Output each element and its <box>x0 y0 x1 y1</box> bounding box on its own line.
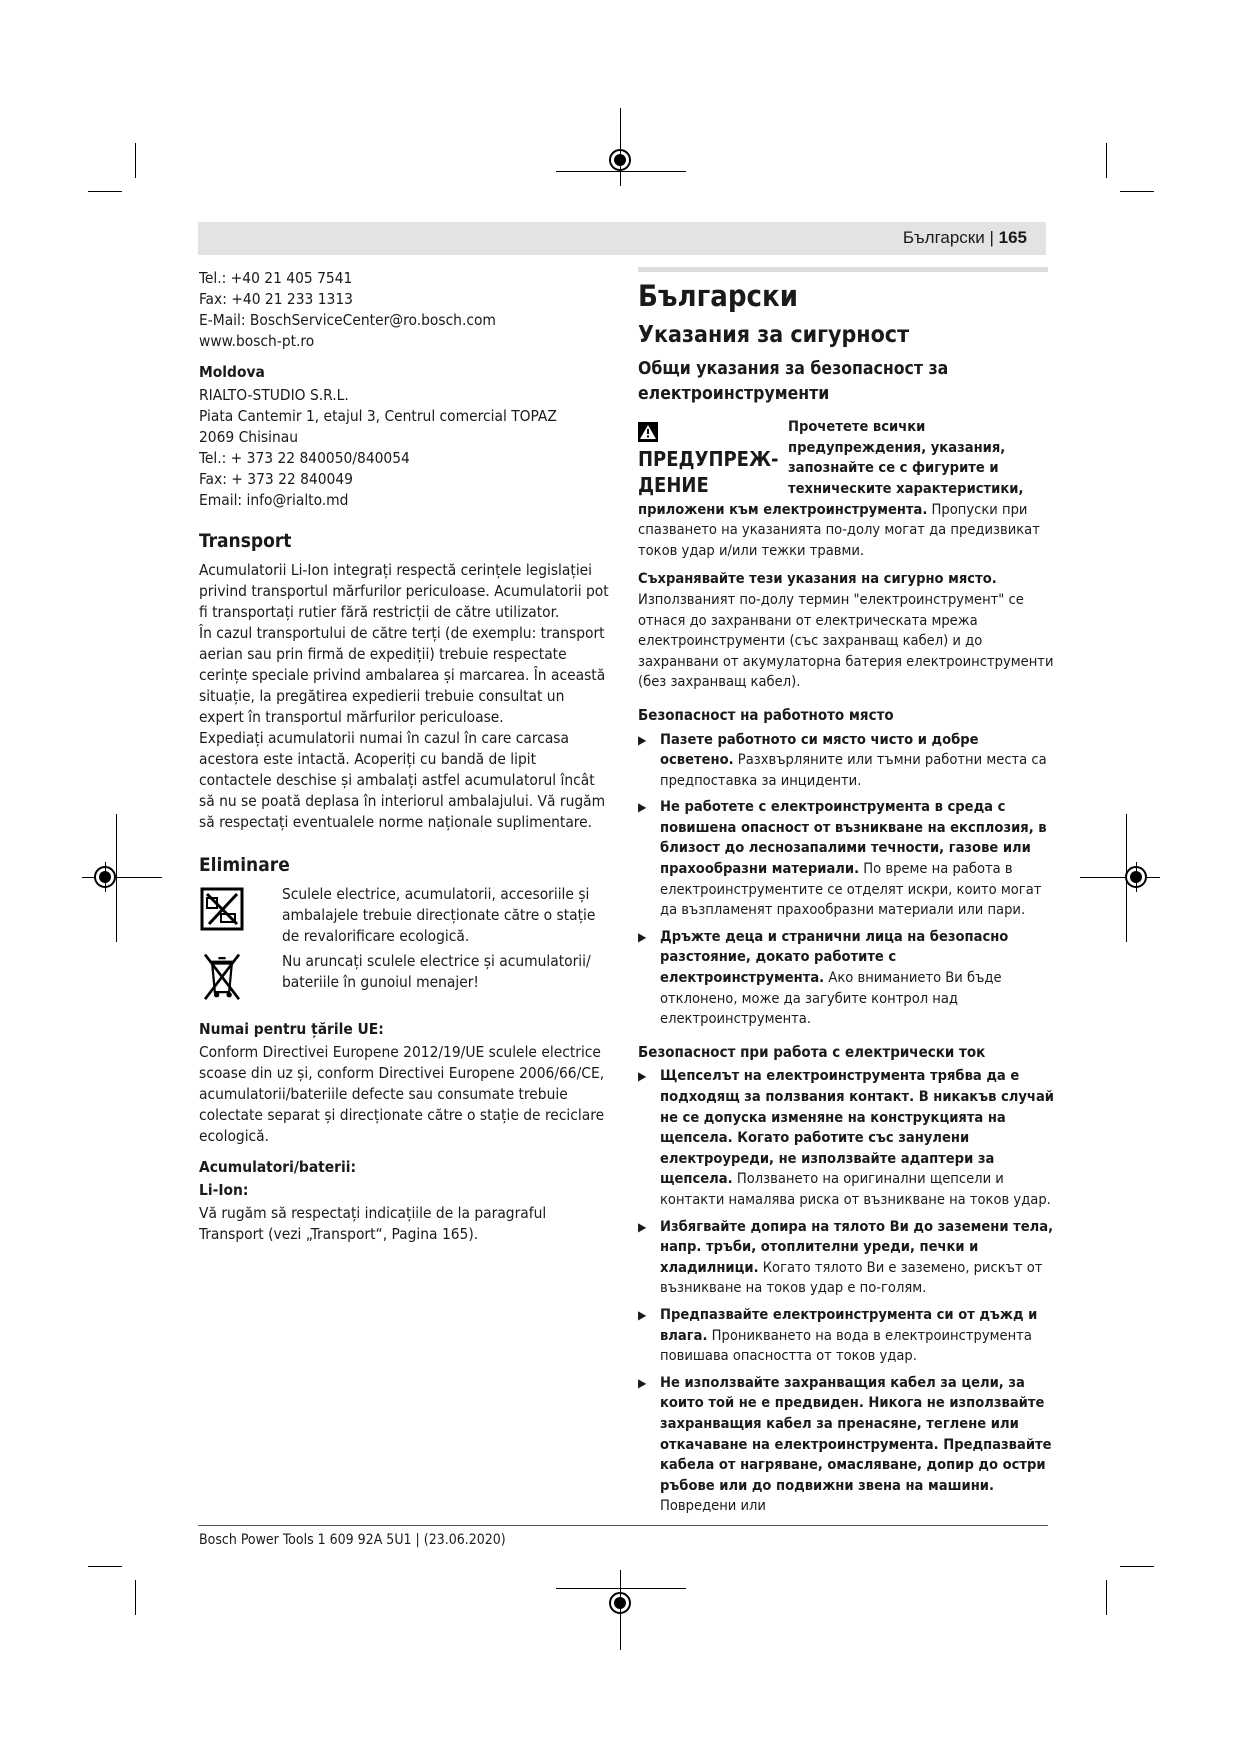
recycle-tools-icon <box>199 884 245 934</box>
transport-heading: Transport <box>199 530 292 552</box>
moldova-title: Moldova <box>199 363 265 381</box>
disposal-text: Sculele electrice, acumulatorii, accesoriile și ambalajele trebuie direcționate către o stație de revalorificare ecologică. <box>282 885 596 945</box>
list-item: ▶ Дръжте деца и странични лица на безопасно разстояние, докато работите с електроинструмента. Ако вниманието Ви бъде отклонено, може да загубите контрол над електроинструмента. <box>638 927 1054 1030</box>
registration-mark-icon <box>1125 866 1147 888</box>
transport-paragraph: Expediați acumulatorii numai în cazul în care carcasa acestora este intactă. Acoperiți cu bandă de lipit contactele deschise și ambalați astfel acumulatorul încât să nu se poată deplasa în interiorul ambalajului. Vă rugăm să respectați eventualele norme naționale suplimentare. <box>199 729 606 831</box>
left-column <box>199 268 609 1245</box>
crop-mark <box>1106 143 1107 178</box>
general-safety-heading: Общи указания за безопасност за електроинструменти <box>638 359 949 405</box>
list-item: ▶ Не използвайте захранващия кабел за цели, за които той не е предвиден. Никога не използвайте захранващия кабел за пренасяне, теглене или откачаване на електроинструмента. Предпазвайте кабела от нагряване, омасляване, допир до остри ръбове или до подвижни звена на машини. Повредени или <box>638 1373 1054 1517</box>
warning-text: Пропуски при спазването на указанията по-долу могат да предизвикат токов удар и/или тежки травми. <box>638 500 1040 559</box>
moldova-company: RIALTO-STUDIO S.R.L. <box>199 386 349 404</box>
moldova-email: Email: info@rialto.md <box>199 491 349 509</box>
header-language: Български <box>902 228 985 247</box>
crop-mark <box>1106 1580 1107 1615</box>
moldova-address: Piata Cantemir 1, etajul 3, Centrul comercial TOPAZ <box>199 407 557 425</box>
registration-mark-icon <box>609 1592 631 1614</box>
eu-paragraph: Conform Directivei Europene 2012/19/UE sculele electrice scoase din uz și, conform Directivei Europene 2006/66/CE, acumulatorii/bateriile defecte sau consumate trebuie colectate separat și direcționate către o stație de reciclare ecologică. <box>199 1043 605 1145</box>
liion-paragraph: Vă rugăm să respectați indicațiile de la paragraful Transport (vezi „Transport“, Pagina 165). <box>199 1204 547 1243</box>
disposal-text: Nu aruncați sculele electrice și acumulatorii/ bateriile în gunoiul menajer! <box>282 952 591 991</box>
registration-mark-icon <box>94 866 116 888</box>
page-header: Български | 165 <box>902 228 1027 247</box>
workplace-heading: Безопасност на работното място <box>638 705 894 724</box>
warning-label <box>638 420 788 498</box>
crop-mark <box>1080 877 1160 878</box>
electric-list <box>638 1066 1054 1516</box>
crop-mark <box>556 1588 686 1589</box>
contact-fax: Fax: +40 21 233 1313 <box>199 290 353 308</box>
contact-tel: Tel.: +40 21 405 7541 <box>199 269 353 287</box>
transport-paragraph: În cazul transportului de către terți (de exemplu: transport aerian sau prin firmă de expediții) trebuie respectate cerințe speciale privind ambalarea și marcarea. În această situație, la pregătirea expedierii trebuie consultat un expert în transportul mărfurilor periculoase. <box>199 624 606 726</box>
crop-mark <box>1120 191 1154 192</box>
warning-triangle-icon <box>638 422 658 442</box>
liion-heading: Li-Ion: <box>199 1181 249 1199</box>
crop-mark <box>135 1580 136 1615</box>
crop-mark <box>556 171 686 172</box>
eu-heading: Numai pentru țările UE: <box>199 1020 384 1038</box>
moldova-fax: Fax: + 373 22 840049 <box>199 470 353 488</box>
contact-email: E-Mail: BoschServiceCenter@ro.bosch.com <box>199 311 496 329</box>
safety-heading: Указания за сигурност <box>638 321 910 348</box>
warning-bold-text: Прочетете всички предупреждения, указания, запознайте се с фигурите и техническите характеристики, приложени към електроинструмента. <box>638 418 1024 518</box>
warning-label-text: ПРЕДУПРЕЖ-ДЕНИЕ <box>638 447 779 498</box>
list-item: ▶ Предпазвайте електроинструмента си от дъжд и влага. Проникването на вода в електроинструмента повишава опасността от токов удар. <box>638 1305 1054 1367</box>
crop-mark <box>88 1566 122 1567</box>
list-item: ▶ Избягвайте допира на тялото Ви до заземени тела, напр. тръби, отоплителни уреди, печки и хладилници. Когато тялото Ви е заземено, рискът от възникване на токов удар е по-голям. <box>638 1217 1054 1299</box>
right-column <box>638 264 1054 1523</box>
workplace-list <box>638 730 1054 1030</box>
term-explanation: Използваният по-долу термин "електроинструмент" се отнася до захранвани от електрическата мрежа електроинструменти (със захранващ кабел) и до захранвани от акумулаторна батерия електроинструменти (без захранващ кабел). <box>638 590 1054 691</box>
keep-instructions: Съхранявайте тези указания на сигурно място. <box>638 570 997 588</box>
crop-mark <box>116 814 117 942</box>
disposal-item <box>199 884 609 947</box>
page-footer: Bosch Power Tools 1 609 92A 5U1 | (23.06.2020) <box>199 1532 506 1548</box>
disposal-item <box>199 951 609 1001</box>
electric-heading: Безопасност при работа с електрически ток <box>638 1042 986 1061</box>
crop-mark <box>135 143 136 178</box>
registration-mark-icon <box>609 149 631 171</box>
crop-mark <box>1120 1566 1154 1567</box>
list-item: ▶ Пазете работното си място чисто и добре осветено. Разхвърляните или тъмни работни места са предпоставка за инциденти. <box>638 730 1054 792</box>
moldova-city: 2069 Chisinau <box>199 428 299 446</box>
list-item: ▶ Не работете с електроинструмента в среда с повишена опасност от възникване на експлозия, в близост до леснозапалими течности, газове или прахообразни материали. По време на работа в електроинструментите се отделят искри, които могат да възпламенят прахообразни материали или пари. <box>638 797 1054 921</box>
crop-mark <box>88 191 122 192</box>
warning-block <box>638 417 1054 561</box>
contact-web: www.bosch-pt.ro <box>199 332 315 350</box>
transport-paragraph: Acumulatorii Li-Ion integrați respectă cerințele legislației privind transportul mărfurilor periculoase. Acumulatorii pot fi transportați rutier fără restricții de către utilizator. <box>199 561 609 621</box>
batteries-heading: Acumulatori/baterii: <box>199 1158 357 1176</box>
moldova-tel: Tel.: + 373 22 840050/840054 <box>199 449 410 467</box>
crossed-bin-icon <box>199 951 245 1001</box>
page-number: 165 <box>998 228 1027 247</box>
list-item: ▶ Щепселът на електроинструмента трябва да е подходящ за ползвания контакт. В никакъв случай не се допуска изменяне на конструкцията на щепсела. Когато работите със занулени електроуреди, не използвайте адаптери за щепсела. Ползването на оригинални щепсели и контакти намалява риска от възникване на токов удар. <box>638 1066 1054 1210</box>
footer-rule <box>198 1525 1048 1526</box>
language-title: Български <box>638 279 798 313</box>
eliminare-heading: Eliminare <box>199 854 290 876</box>
